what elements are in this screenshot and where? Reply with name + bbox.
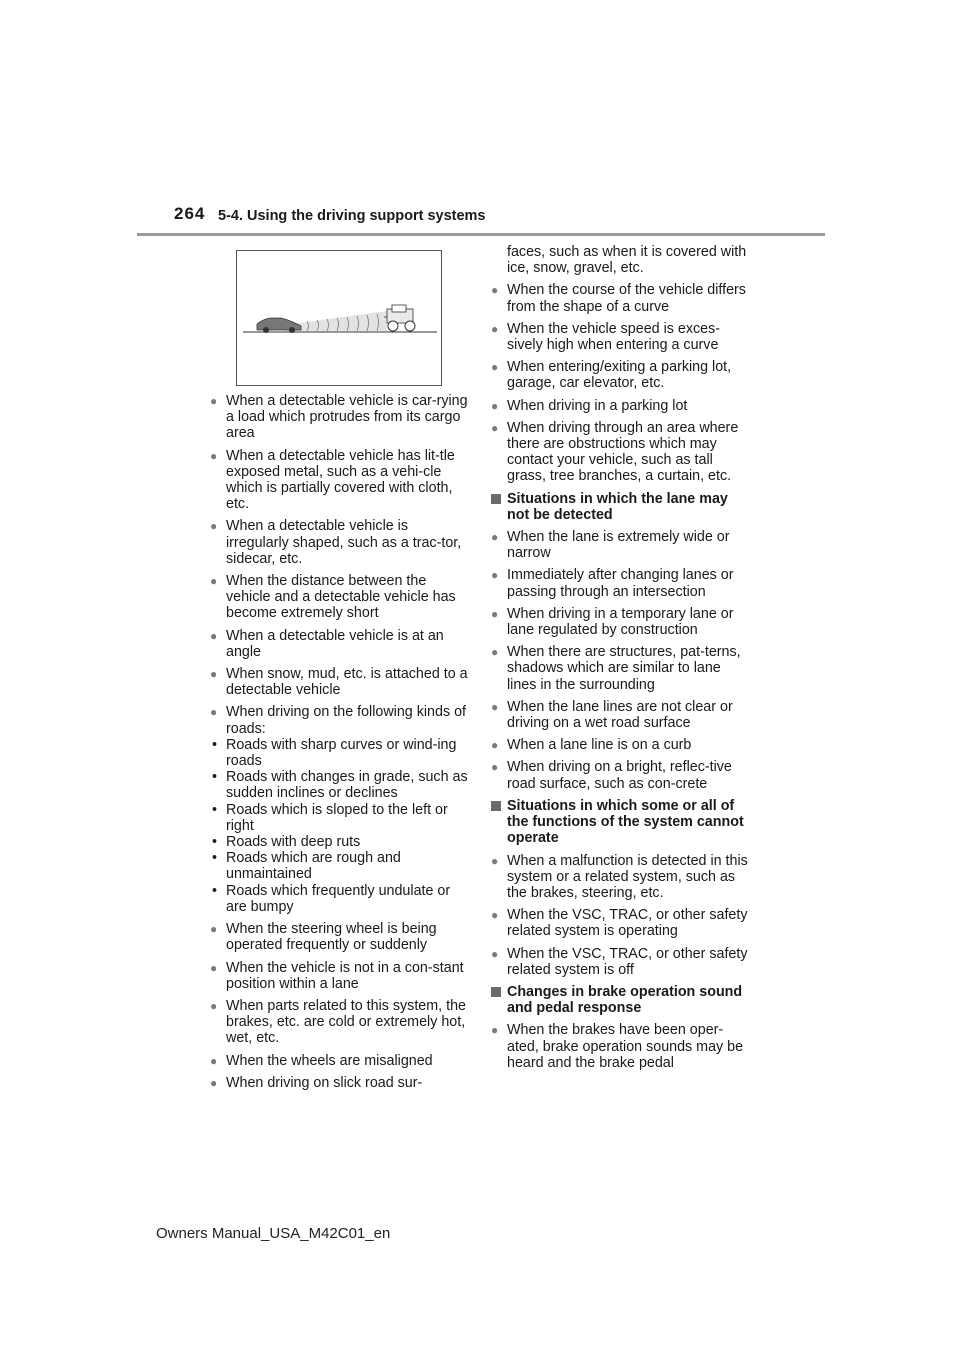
bullet-icon: ●	[491, 853, 499, 868]
subheading-brake: Changes in brake operation sound and pedal response	[491, 984, 753, 1016]
list-item: ● When parts related to this system, the brakes, etc. are cold or extremely hot, wet, etc.	[210, 997, 466, 1047]
list-item: ● When the VSC, TRAC, or other safety related system is operating	[491, 907, 748, 940]
subheading-lane: Situations in which the lane may not be detected	[491, 491, 753, 523]
bullet-icon: ●	[210, 448, 218, 463]
sub-item: • Roads which are rough and unmaintained	[212, 850, 401, 883]
sub-item: • Roads with deep ruts	[212, 834, 361, 851]
list-item: ● When the wheels are misaligned	[210, 1052, 433, 1069]
section-title: 5-4. Using the driving support systems	[218, 208, 486, 224]
continued-text: faces, such as when it is covered with ice, snow, gravel, etc.	[507, 244, 747, 277]
bullet-icon: ●	[491, 283, 499, 298]
bullet-icon: ●	[210, 1053, 218, 1068]
list-item: ● When the course of the vehicle differs from the shape of a curve	[491, 282, 746, 315]
list-item: ● When the vehicle is not in a con-stant position within a lane	[210, 959, 464, 992]
right-column	[491, 244, 753, 1077]
bullet-icon: ●	[491, 699, 499, 714]
list-item: ● When driving on slick road sur-	[210, 1074, 423, 1091]
list-item: ● When there are structures, pat-terns, shadows which are similar to lane lines in the surrounding	[491, 644, 741, 693]
list-item: ● When driving on a bright, reflec-tive road surface, such as con-crete	[491, 759, 732, 792]
list-item: ● When a lane line is on a curb	[491, 737, 692, 754]
sub-item: • Roads with sharp curves or wind-ing roads	[212, 736, 457, 770]
dot-icon: •	[212, 736, 218, 753]
square-marker-icon	[491, 801, 501, 811]
bullet-icon: ●	[491, 1023, 499, 1038]
tractor-vehicle-icon	[384, 305, 415, 331]
list-item: ● When a malfunction is detected in this system or a related system, such as the brakes, steering, etc.	[491, 852, 748, 901]
list-item: ● When snow, mud, etc. is attached to a detectable vehicle	[210, 666, 468, 699]
bullet-icon: ●	[491, 606, 499, 621]
list-item: ● When the lane is extremely wide or narrow	[491, 529, 730, 562]
list-item: ● When the lane lines are not clear or driving on a wet road surface	[491, 698, 733, 732]
sub-item: • Roads which frequently undulate or are bumpy	[212, 882, 451, 915]
bullet-icon: ●	[491, 568, 499, 583]
square-marker-icon	[491, 987, 501, 997]
bullet-icon: ●	[210, 667, 218, 682]
list-item: ● When driving in a parking lot	[491, 397, 688, 414]
list-item: ● When the steering wheel is being operated frequently or suddenly	[210, 921, 437, 954]
sub-item: • Roads which is sloped to the left or right	[212, 801, 448, 834]
list-item: ● Immediately after changing lanes or passing through an intersection	[491, 567, 734, 600]
list-item: ● When a detectable vehicle has lit-tle exposed metal, such as a vehi-cle which is partially covered with cloth, etc.	[210, 447, 455, 513]
dot-icon: •	[212, 801, 218, 818]
bullet-icon: ●	[210, 574, 218, 589]
bullet-icon: ●	[491, 760, 499, 775]
bullet-icon: ●	[210, 998, 218, 1013]
own-vehicle-icon	[257, 318, 301, 333]
sub-item: • Roads with changes in grade, such as sudden inclines or declines	[212, 769, 468, 802]
list-item: ● When entering/exiting a parking lot, garage, car elevator, etc.	[491, 359, 732, 392]
list-item: ● When the distance between the vehicle and a detectable vehicle has become extremely short	[210, 573, 456, 622]
bullet-icon: ●	[491, 321, 499, 336]
bullet-icon: ●	[210, 705, 218, 720]
bullet-icon: ●	[491, 738, 499, 753]
list-item: ● When a detectable vehicle is car-rying a load which protrudes from its cargo area	[210, 393, 468, 442]
bullet-icon: ●	[491, 645, 499, 660]
header-divider	[137, 233, 825, 236]
bullet-icon: ●	[491, 360, 499, 375]
page-number: 264	[174, 204, 206, 223]
bullet-icon: ●	[491, 908, 499, 923]
list-item: ● When a detectable vehicle is at an angle	[210, 627, 444, 660]
subheading-functions: Situations in which some or all of the functions of the system cannot operate	[491, 798, 753, 847]
list-item: ● When the VSC, TRAC, or other safety related system is off	[491, 945, 748, 978]
dot-icon: •	[212, 769, 218, 786]
list-item: ● When driving in a temporary lane or lane regulated by construction	[491, 605, 734, 639]
radar-detection-illustration	[236, 250, 442, 386]
bullet-icon: ●	[210, 922, 218, 937]
list-item: ● When driving through an area where there are obstructions which may contact your vehicle, such as tall grass, tree branches, a curtain, etc.	[491, 419, 739, 485]
list-item-road-kinds: ● When driving on the following kinds of roads: • Roads with sharp curves or wind-ing roads • Roads with changes in grade, such as sudden inclines or declines • Roads which is sloped to the left or right • Roads with deep ruts • Roads which are rough and unmaintained • Roads which frequently undulate or are bumpy	[210, 704, 468, 915]
bullet-icon: ●	[210, 960, 218, 975]
footer-manual-id: Owners Manual_USA_M42C01_en	[156, 1225, 391, 1242]
dot-icon: •	[212, 882, 218, 899]
illustration-svg	[237, 251, 441, 385]
list-item: ● When the brakes have been oper-ated, brake operation sounds may be heard and the brake pedal	[491, 1022, 744, 1071]
list-item: ● When the vehicle speed is exces-sively high when entering a curve	[491, 320, 720, 354]
dot-icon: •	[212, 850, 218, 867]
bullet-icon: ●	[491, 946, 499, 961]
bullet-icon: ●	[210, 1075, 218, 1090]
bullet-icon: ●	[491, 420, 499, 435]
square-marker-icon	[491, 494, 501, 504]
bullet-icon: ●	[210, 394, 218, 408]
bullet-icon: ●	[210, 628, 218, 643]
bullet-icon: ●	[491, 398, 499, 413]
bullet-icon: ●	[210, 519, 218, 534]
left-column	[210, 393, 468, 1097]
dot-icon: •	[212, 834, 218, 851]
list-item: ● When a detectable vehicle is irregularly shaped, such as a trac-tor, sidecar, etc.	[210, 518, 462, 567]
bullet-icon: ●	[491, 530, 499, 545]
